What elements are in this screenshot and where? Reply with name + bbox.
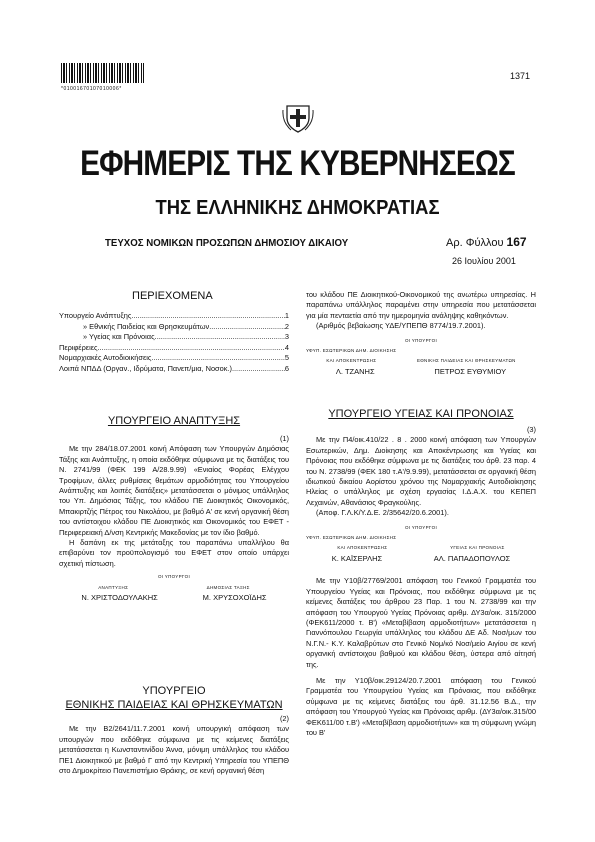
paragraph: του κλάδου ΠΕ Διοικητικού-Οικονομικού της ανωτέρω υπηρεσίας. Η παραπάνω υπάλληλος παραμένει στην υπηρεσία που μετατάσσεται για μία πενταετία από την ημερομηνία ανάληψης καθηκόντων. <box>306 290 536 320</box>
toc-row: Νομαρχιακές Αυτοδιοικήσεις ..... 5 <box>59 353 289 364</box>
signature-heading: ΟΙ ΥΠΟΥΡΓΟΙ <box>404 337 438 343</box>
section-body-development: (1) Με την 284/18.07.2001 κοινή Απόφαση των Υπουργών Δημόσιας Τάξης και Ανάπτυξης, η οποία εκδόθηκε σύμφωνα με τις διατάξεις του Ν. 2741/99 (ΦΕΚ 199 Α/28.9.99) «Ενιαίος Φορέας Ελέγχου Τροφίμων, άλλες ρυθμίσεις θεμάτων αρμοδιότητας του Υπουργείου Ανάπτυξης και λοιπές διατάξεις» μετατάσσεται ο μόνιμος υπάλληλος του Υπ. Δημόσιας Τάξης, του κλάδου ΠΕ Διοικητικός Οικονομικός, Μπακιρτζής Πέτρος του Νικολάου, με βαθμό Α' σε κενή οργανική θέση του αντίστοιχου κλάδου ΠΕ Διοικητικός και Οικονομικός του ΕΦΕΤ - Περιφερειακή Δ/νση Κεντρικής Μακεδονίας με τον ίδιο βαθμό. Η δαπάνη εκ της μετάταξης του παραπάνω υπαλλήλου θα επιβαρύνει τον προϋπολογισμό του ΕΦΕΤ στον οποίο υπάρχει σχετική πίστωση. ΟΙ ΥΠΟΥΡΓΟΙ ΑΝΑΠΤΥΞΗΣ ΔΗΜΟΣΙΑΣ ΤΑΞΗΣ Ν. ΧΡΙΣΤΟΔΟΥΛΑΚΗΣ Μ. ΧΡΥΣΟΧΟΪΔΗΣ <box>59 434 289 603</box>
section-title-development: ΥΠΟΥΡΓΕΙΟ ΑΝΑΠΤΥΞΗΣ <box>107 415 241 427</box>
toc-title: ΠΕΡΙΕΧΟΜΕΝΑ <box>132 290 213 302</box>
signatories: Ν. ΧΡΙΣΤΟΔΟΥΛΑΚΗΣ Μ. ΧΡΥΣΟΧΟΪΔΗΣ <box>81 593 267 603</box>
toc-row: » Υγείας και Πρόνοιας ..... 3 <box>59 332 289 343</box>
toc-row: Λοιπά ΝΠΔΔ (Οργαν., Ιδρύματα, Πανεπ/μια, Νοσοκ.) ..... 6 <box>59 364 289 375</box>
gazette-title: ΕΦΗΜΕΡΙΣ ΤΗΣ ΚΥΒΕΡΝΗΣΕΩΣ <box>80 144 515 183</box>
signature-heading: ΟΙ ΥΠΟΥΡΓΟΙ <box>404 524 438 530</box>
section-title-health: ΥΠΟΥΡΓΕΙΟ ΥΓΕΙΑΣ ΚΑΙ ΠΡΟΝΟΙΑΣ <box>328 408 514 420</box>
issue-number: Αρ. Φύλλου 167 <box>446 235 527 249</box>
paragraph: Με την Υ10β/27769/2001 απόφαση του Γενικού Γραμματέα του Υπουργείου Υγείας και Πρόνοιας, που εκδόθηκε σύμφωνα με τις κείμενες διατάξεις του άρθρου 23 Παρ. 1 του Ν. 2738/99 και την απόφαση του Υπουργού Υγείας Πρόνοιας αριθμ. ΔΥ3α/οικ. 315/2000 (ΦΕΚ611/2000 τ. Β') «Μεταβίβαση αρμοδιοτήτων» μετατάσσεται η Γιαννόπουλου Γεωργία υπάλληλος του κλάδου ΔΕ Αδ. Νοσ/μων του Ν.Γ.Ν.- Κ.Υ. Καλαβρύτων στο Γενικό Νομ/κό Νοσ/μείο Αιγίου σε κενή οργανική αντίστοιχου βαθμού και κλάδου θέση, ύστερα από αίτησή της. <box>306 576 536 669</box>
section-body-health: (3) Με την Π4/οικ.410/22 . 8 . 2000 κοινή απόφαση των Υπουργών Εσωτερικών, Δημ. Διοίκησης και Αποκέντρωσης και Υγείας και Πρόνοιας που εκδόθηκε σύμφωνα με τις διατάξεις του άρθ. 23 παρ. 4 του Ν. 2738/99 (ΦΕΚ 180 τ.Α'/9.9.99), μετατάσσεται σε οργανική θέση ιδιωτικού δικαίου Αορίστου χρόνου της Νομαρχιακής Αυτοδιοίκησης Ηλείας ο υπάλληλος με σχέση εργασίας Ι.Δ.Α.Χ. του ΚΕΠΕΠ Λεχαινών, Αθανάσιος Φραγκούλης. (Αποφ. Γ.Λ.Κ/Υ.Δ.Ε. 2/35642/20.6.2001). ΟΙ ΥΠΟΥΡΓΟΙ ΥΦΥΠ. ΕΣΩΤΕΡΙΚΩΝ ΔΗΜ. ΔΙΟΙΚΗΣΗΣ ΚΑΙ ΑΠΟΚΕΝΤΡΩΣΗΣ ΥΓΕΙΑΣ ΚΑΙ ΠΡΟΝΟΙΑΣ Κ. ΚΑΪΣΕΡΛΗΣ ΑΛ. ΠΑΠΑΔΟΠΟΥΛΟΣ Με την Υ10β/27769/2001 απόφαση του Γενικού Γραμματέα του Υπουργείου Υγείας και Πρόνοιας, που εκδόθηκε σύμφωνα με τις κείμενες διατάξεις του άρθρου 23 Παρ. 1 του Ν. 2738/99 και την απόφαση του Υπουργού Υγείας Πρόνοιας αριθμ. ΔΥ3α/οικ. 315/2000 (ΦΕΚ611/2000 τ. Β') «Μεταβίβαση αρμοδιοτήτων» μετατάσσεται η Γιαννόπουλου Γεωργία υπάλληλος του κλάδου ΔΕ Αδ. Νοσ/μων του Ν.Γ.Ν.- Κ.Υ. Καλαβρύτων στο Γενικό Νομ/κό Νοσ/μείο Αιγίου σε κενή οργανική αντίστοιχου βαθμού και κλάδου θέση, ύστερα από αίτησή της. Με την Υ10β/οικ.29124/20.7.2001 απόφαση του Γενικού Γραμματέα του Υπουργείου Υγείας και Πρόνοιας, που εκδόθηκε σύμφωνα με τις κείμενες διατάξεις του άρθ. 31.12.56 Β.Δ., την απόφαση του Υπουργού Υγείας και Πρόνοιας αριθμ. (ΔΥ3α/οικ.315/00 ΦΕΚ611/00 τ.Β') «Μεταβίβαση αρμοδιοτήτων» και τη σύμφωνη γνώμη του Β' <box>306 425 536 737</box>
barcode <box>61 63 144 83</box>
issue-date: 26 Ιουλίου 2001 <box>452 256 516 266</box>
signature-heading: ΟΙ ΥΠΟΥΡΓΟΙ <box>157 574 191 580</box>
page-number: 1371 <box>510 71 531 81</box>
signatories: Λ. ΤΖΑΝΗΣ ΠΕΤΡΟΣ ΕΥΘΥΜΙΟΥ <box>335 366 507 376</box>
toc-row: » Εθνικής Παιδείας και Θρησκευμάτων ..... 2 <box>59 322 289 333</box>
toc-row: Περιφέρειες ..... 4 <box>59 343 289 354</box>
gazette-subtitle: ΤΗΣ ΕΛΛΗΝΙΚΗΣ ΔΗΜΟΚΡΑΤΙΑΣ <box>155 197 440 219</box>
barcode-number: *01001670107010006* <box>61 86 122 92</box>
paragraph: Με την 284/18.07.2001 κοινή Απόφαση των Υπουργών Δημόσιας Τάξης και Ανάπτυξης, η οποία εκδόθηκε σύμφωνα με τις διατάξεις του Ν. 2741/99 (ΦΕΚ 199 Α/28.9.99) «Ενιαίος Φορέας Ελέγχου Τροφίμων, άλλες ρυθμίσεις θεμάτων αρμοδιότητας του Υπουργείου Ανάπτυξης και λοιπές διατάξεις» μετατάσσεται ο μόνιμος υπάλληλος του Υπ. Δημόσιας Τάξης, του κλάδου ΠΕ Διοικητικός Οικονομικός, Μπακιρτζής Πέτρος του Νικολάου, με βαθμό Α' σε κενή οργανική θέση του αντίστοιχου κλάδου ΠΕ Διοικητικός και Οικονομικός του ΕΦΕΤ - Περιφερειακή Δ/νση Κεντρικής Μακεδονίας με τον ίδιο βαθμό. <box>59 444 289 537</box>
section-body-education-cont: του κλάδου ΠΕ Διοικητικού-Οικονομικού της ανωτέρω υπηρεσίας. Η παραπάνω υπάλληλος παραμένει στην υπηρεσία που μετατάσσεται για μία πενταετία από την ημερομηνία ανάληψης καθηκόντων. (Αριθμός βεβαίωσης ΥΔΕ/ΥΠΕΠΘ 8774/19.7.2001). ΟΙ ΥΠΟΥΡΓΟΙ ΥΦΥΠ. ΕΣΩΤΕΡΙΚΩΝ ΔΗΜ. ΔΙΟΙΚΗΣΗΣ ΚΑΙ ΑΠΟΚΕΝΤΡΩΣΗΣ ΕΘΝΙΚΗΣ ΠΑΙΔΕΙΑΣ ΚΑΙ ΘΡΗΣΚΕΥΜΑΤΩΝ Λ. ΤΖΑΝΗΣ ΠΕΤΡΟΣ ΕΥΘΥΜΙΟΥ <box>306 290 536 376</box>
paragraph: (Αριθμός βεβαίωσης ΥΔΕ/ΥΠΕΠΘ 8774/19.7.2001). <box>316 321 486 331</box>
table-of-contents <box>59 311 289 375</box>
section-title-education-2: ΕΘΝΙΚΗΣ ΠΑΙΔΕΙΑΣ ΚΑΙ ΘΡΗΣΚΕΥΜΑΤΩΝ <box>65 699 283 711</box>
paragraph: Η δαπάνη εκ της μετάταξης του παραπάνω υπαλλήλου θα επιβαρύνει τον προϋπολογισμό του ΕΦΕΤ στον οποίο υπάρχει σχετική πίστωση. <box>59 538 289 568</box>
paragraph: Με την Π4/οικ.410/22 . 8 . 2000 κοινή απόφαση των Υπουργών Εσωτερικών, Δημ. Διοίκησης και Αποκέντρωσης και Υγείας και Πρόνοιας που εκδόθηκε σύμφωνα με τις διατάξεις του άρθ. 23 παρ. 4 του Ν. 2738/99 (ΦΕΚ 180 τ.Α'/9.9.99), μετατάσσεται σε οργανική θέση ιδιωτικού δικαίου Αορίστου χρόνου της Νομαρχιακής Αυτοδιοίκησης Ηλείας ο υπάλληλος με σχέση εργασίας Ι.Δ.Α.Χ. του ΚΕΠΕΠ Λεχαινών, Αθανάσιος Φραγκούλης. <box>306 435 536 507</box>
section-title-education-1: ΥΠΟΥΡΓΕΙΟ <box>142 685 206 697</box>
coat-of-arms-icon <box>281 100 315 134</box>
paragraph: Με την Υ10β/οικ.29124/20.7.2001 απόφαση του Γενικού Γραμματέα του Υπουργείου Υγείας και Πρόνοιας, που εκδόθηκε σύμφωνα με τις κείμενες διατάξεις του άρθ. 31.12.56 Β.Δ., την απόφαση του Υπουργού Υγείας και Πρόνοιας αριθμ. (ΔΥ3α/οικ.315/00 ΦΕΚ611/00 τ.Β') «Μεταβίβαση αρμοδιοτήτων» και τη σύμφωνη γνώμη του Β' <box>306 675 536 737</box>
paragraph: (Αποφ. Γ.Λ.Κ/Υ.Δ.Ε. 2/35642/20.6.2001). <box>316 508 449 518</box>
section-body-education: (2) Με την Β2/2641/11.7.2001 κοινή υπουργική απόφαση των υπουργών που εκδόθηκε σύμφωνα με τις κείμενες διατάξεις μετατάσσεται η Κωνσταντινίδου Άννα, μόνιμη υπάλληλος του κλάδου ΠΕ1 Διοικητικού με βαθμό Γ από την Κεντρική Υπηρεσία του ΥΠΕΠΘ στο Δημοκρίτειο Πανεπιστήμιο Θράκης, σε κενή οργανική θέση <box>59 714 289 776</box>
signatories: Κ. ΚΑΪΣΕΡΛΗΣ ΑΛ. ΠΑΠΑΔΟΠΟΥΛΟΣ <box>331 553 511 563</box>
issue-type: ΤΕΥΧΟΣ ΝΟΜΙΚΩΝ ΠΡΟΣΩΠΩΝ ΔΗΜΟΣΙΟΥ ΔΙΚΑΙΟΥ <box>105 237 349 249</box>
paragraph: Με την Β2/2641/11.7.2001 κοινή υπουργική απόφαση των υπουργών που εκδόθηκε σύμφωνα με τις κείμενες διατάξεις μετατάσσεται η Κωνσταντινίδου Άννα, μόνιμη υπάλληλος του κλάδου ΠΕ1 Διοικητικού με βαθμό Γ από την Κεντρική Υπηρεσία του ΥΠΕΠΘ στο Δημοκρίτειο Πανεπιστήμιο Θράκης, σε κενή οργανική θέση <box>59 724 289 776</box>
toc-row: Υπουργείο Ανάπτυξης ..... 1 <box>59 311 289 322</box>
